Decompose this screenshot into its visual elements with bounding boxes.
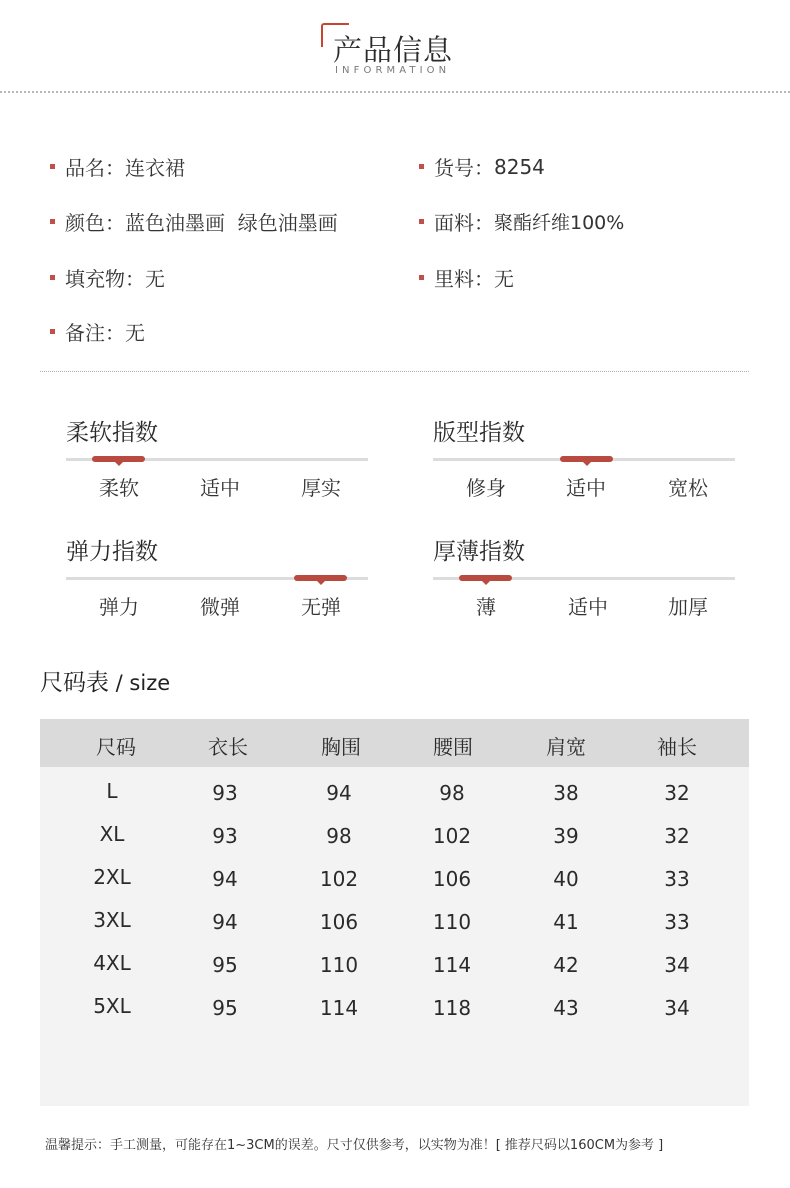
section-header	[0, 0, 790, 100]
table-header-cell: 胸围	[321, 735, 361, 759]
info-item-name	[50, 152, 185, 181]
info-value: 无	[145, 267, 165, 291]
index-marker	[560, 456, 613, 462]
index-title: 柔软指数	[66, 420, 158, 446]
info-item-filling	[50, 263, 165, 292]
index-title: 弹力指数	[66, 539, 158, 565]
info-label: 里料：	[434, 267, 494, 291]
info-item-sku	[419, 152, 545, 181]
measurement-note: 温馨提示：手工测量，可能存在1~3CM的误差。尺寸仅供参考，以实物为准！[ 推荐尺码以160CM为参考 ]	[45, 1138, 664, 1153]
table-cell: 42	[553, 953, 579, 977]
table-cell: 32	[664, 781, 690, 805]
index-softness	[66, 414, 368, 514]
table-cell: 34	[664, 953, 690, 977]
table-cell: 110	[319, 953, 359, 977]
index-marker	[294, 575, 347, 581]
index-option: 修身	[466, 476, 506, 500]
info-label: 面料：	[434, 211, 494, 235]
info-item-fabric	[419, 207, 624, 236]
table-cell: 110	[432, 910, 472, 934]
table-cell: 95	[212, 953, 238, 977]
table-cell: 102	[319, 867, 359, 891]
section-subtitle: INFORMATION	[335, 65, 451, 76]
index-option: 厚实	[301, 476, 341, 500]
info-value: 无	[494, 267, 514, 291]
index-title: 厚薄指数	[433, 539, 525, 565]
info-value: 8254	[494, 154, 545, 179]
table-row-size: 2XL	[93, 865, 131, 889]
table-row-size: 4XL	[93, 951, 131, 975]
info-divider	[40, 371, 749, 372]
table-row-size: 3XL	[93, 908, 131, 932]
info-label: 颜色：	[65, 211, 125, 235]
size-table-title	[40, 664, 170, 697]
table-cell: 114	[319, 996, 359, 1020]
info-item-remark	[50, 317, 145, 346]
info-value: 蓝色油墨画 绿色油墨画	[125, 211, 338, 235]
table-cell: 34	[664, 996, 690, 1020]
bullet-icon	[50, 275, 55, 280]
index-marker	[459, 575, 512, 581]
info-item-color	[50, 207, 338, 236]
size-table-title-cn: 尺码表	[40, 670, 109, 696]
index-option: 加厚	[668, 595, 708, 619]
table-cell: 33	[664, 867, 690, 891]
table-header-cell: 尺码	[96, 735, 136, 759]
table-cell: 106	[319, 910, 359, 934]
index-marker	[92, 456, 145, 462]
size-table-title-en: / size	[109, 671, 171, 695]
section-title: 产品信息	[333, 33, 454, 67]
info-label: 填充物：	[65, 267, 145, 291]
index-option: 薄	[476, 595, 496, 619]
index-thickness	[433, 533, 735, 633]
bullet-icon	[419, 275, 424, 280]
table-cell: 93	[212, 824, 238, 848]
info-value: 无	[125, 321, 145, 345]
table-cell: 102	[432, 824, 472, 848]
index-option: 适中	[566, 476, 606, 500]
index-option: 无弹	[301, 595, 341, 619]
table-cell: 106	[432, 867, 472, 891]
index-option: 宽松	[668, 476, 708, 500]
table-cell: 39	[553, 824, 579, 848]
table-cell: 43	[553, 996, 579, 1020]
table-row-size: 5XL	[93, 994, 131, 1018]
table-cell: 41	[553, 910, 579, 934]
table-cell: 38	[553, 781, 579, 805]
index-option: 柔软	[99, 476, 139, 500]
table-cell: 40	[553, 867, 579, 891]
bullet-icon	[50, 164, 55, 169]
bullet-icon	[50, 219, 55, 224]
info-label: 品名：	[65, 156, 125, 180]
table-cell: 98	[439, 781, 465, 805]
table-row-size: XL	[99, 822, 125, 846]
info-label: 货号：	[434, 156, 494, 180]
table-cell: 32	[664, 824, 690, 848]
bullet-icon	[419, 219, 424, 224]
table-header-cell: 腰围	[433, 735, 473, 759]
table-cell: 33	[664, 910, 690, 934]
table-header-cell: 衣长	[208, 735, 248, 759]
info-value: 连衣裙	[125, 156, 185, 180]
bullet-icon	[50, 329, 55, 334]
index-option: 适中	[568, 595, 608, 619]
table-cell: 94	[212, 867, 238, 891]
table-header-cell: 肩宽	[546, 735, 586, 759]
info-value: 聚酯纤维100%	[494, 212, 625, 234]
index-fit	[433, 414, 735, 514]
table-row-size: L	[106, 779, 118, 803]
index-option: 弹力	[99, 595, 139, 619]
info-item-lining	[419, 263, 514, 292]
index-elasticity	[66, 533, 368, 633]
table-cell: 94	[212, 910, 238, 934]
index-option: 适中	[200, 476, 240, 500]
index-title: 版型指数	[433, 420, 525, 446]
table-cell: 93	[212, 781, 238, 805]
bullet-icon	[419, 164, 424, 169]
table-cell: 94	[326, 781, 352, 805]
size-table-header	[40, 719, 749, 767]
table-header-cell: 袖长	[657, 735, 697, 759]
index-option: 微弹	[200, 595, 240, 619]
table-cell: 98	[326, 824, 352, 848]
header-divider	[0, 91, 790, 93]
info-label: 备注：	[65, 321, 125, 345]
size-table-body	[40, 767, 749, 1106]
table-cell: 114	[432, 953, 472, 977]
table-cell: 95	[212, 996, 238, 1020]
table-cell: 118	[432, 996, 472, 1020]
